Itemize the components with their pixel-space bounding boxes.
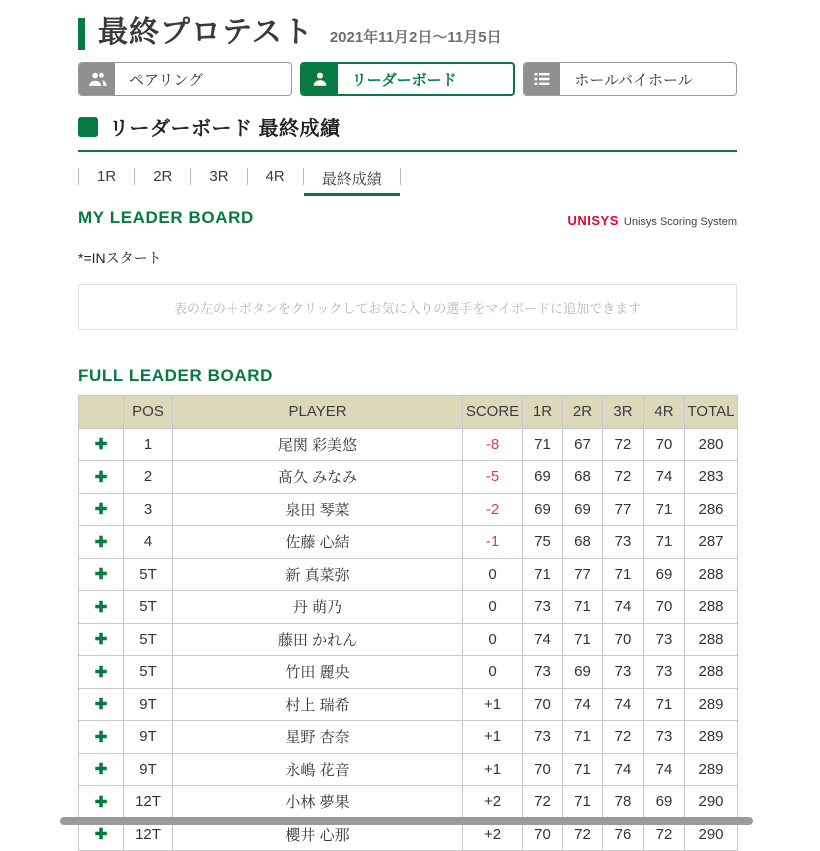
column-header xyxy=(79,396,124,429)
round1-cell: 72 xyxy=(523,786,563,819)
position-cell: 12T xyxy=(124,818,173,851)
round3-cell: 72 xyxy=(603,461,644,494)
round1-cell: 75 xyxy=(523,526,563,559)
main-tabs xyxy=(78,62,737,96)
column-header: 4R xyxy=(644,396,685,429)
score-cell: -5 xyxy=(463,461,523,494)
total-cell: 289 xyxy=(685,753,738,786)
round4-cell: 70 xyxy=(644,591,685,624)
round-tab-5[interactable]: 最終成績 xyxy=(304,163,400,196)
round4-cell: 71 xyxy=(644,493,685,526)
round4-cell: 71 xyxy=(644,688,685,721)
round2-cell: 68 xyxy=(563,461,603,494)
horizontal-scrollbar[interactable] xyxy=(60,817,753,825)
score-cell: +2 xyxy=(463,818,523,851)
total-cell: 286 xyxy=(685,493,738,526)
leaderboard-table xyxy=(78,395,738,851)
table-header-row xyxy=(79,396,738,429)
title-accent-bar xyxy=(78,18,85,50)
round1-cell: 70 xyxy=(523,688,563,721)
player-row xyxy=(79,786,738,819)
scoring-system-label: Unisys Scoring System xyxy=(623,216,737,228)
add-favorite-plus-icon[interactable]: ✚ xyxy=(79,818,124,851)
score-cell: +2 xyxy=(463,786,523,819)
player-row xyxy=(79,688,738,721)
add-favorite-plus-icon[interactable]: ✚ xyxy=(79,753,124,786)
player-row xyxy=(79,656,738,689)
position-cell: 2 xyxy=(124,461,173,494)
add-favorite-plus-icon[interactable]: ✚ xyxy=(79,461,124,494)
round1-cell: 73 xyxy=(523,591,563,624)
total-cell: 290 xyxy=(685,818,738,851)
round4-cell: 72 xyxy=(644,818,685,851)
round2-cell: 72 xyxy=(563,818,603,851)
round3-cell: 74 xyxy=(603,688,644,721)
round4-cell: 71 xyxy=(644,526,685,559)
position-cell: 1 xyxy=(124,428,173,461)
round4-cell: 69 xyxy=(644,558,685,591)
player-row xyxy=(79,623,738,656)
add-favorite-plus-icon[interactable]: ✚ xyxy=(79,656,124,689)
position-cell: 5T xyxy=(124,656,173,689)
player-row xyxy=(79,558,738,591)
tab-hole-by-hole[interactable] xyxy=(523,62,737,96)
round3-cell: 76 xyxy=(603,818,644,851)
round2-cell: 71 xyxy=(563,591,603,624)
score-cell: +1 xyxy=(463,753,523,786)
my-board-header-row xyxy=(78,208,737,228)
hole-by-hole-icon xyxy=(524,63,560,95)
player-name-cell: 泉田 琴菜 xyxy=(173,493,463,526)
tab-pairing[interactable] xyxy=(78,62,292,96)
position-cell: 9T xyxy=(124,688,173,721)
round2-cell: 71 xyxy=(563,623,603,656)
column-header: POS xyxy=(124,396,173,429)
position-cell: 12T xyxy=(124,786,173,819)
in-start-note: *=INスタート xyxy=(78,250,162,266)
position-cell: 4 xyxy=(124,526,173,559)
round2-cell: 67 xyxy=(563,428,603,461)
total-cell: 288 xyxy=(685,558,738,591)
player-name-cell: 丹 萌乃 xyxy=(173,591,463,624)
add-favorite-plus-icon[interactable]: ✚ xyxy=(79,428,124,461)
round4-cell: 74 xyxy=(644,461,685,494)
add-favorite-plus-icon[interactable]: ✚ xyxy=(79,623,124,656)
page-title: 最終プロテスト xyxy=(98,16,314,49)
add-favorite-plus-icon[interactable]: ✚ xyxy=(79,558,124,591)
round-tab-1[interactable]: 1R xyxy=(97,167,117,185)
section-title: リーダーボード 最終成績 xyxy=(109,118,341,140)
player-name-cell: 新 真菜弥 xyxy=(173,558,463,591)
tab-label: リーダーボード xyxy=(351,71,457,89)
tab-separator xyxy=(400,168,401,185)
page-header xyxy=(78,16,737,50)
round3-cell: 72 xyxy=(603,721,644,754)
add-favorite-plus-icon[interactable]: ✚ xyxy=(79,786,124,819)
round1-cell: 69 xyxy=(523,461,563,494)
round1-cell: 70 xyxy=(523,818,563,851)
player-name-cell: 髙久 みなみ xyxy=(173,461,463,494)
round3-cell: 71 xyxy=(603,558,644,591)
player-row xyxy=(79,721,738,754)
player-name-cell: 星野 杏奈 xyxy=(173,721,463,754)
column-header: TOTAL xyxy=(685,396,738,429)
score-cell: 0 xyxy=(463,591,523,624)
round1-cell: 71 xyxy=(523,558,563,591)
total-cell: 280 xyxy=(685,428,738,461)
round-tab-3[interactable]: 3R xyxy=(209,167,229,185)
round-tab-4[interactable]: 4R xyxy=(265,167,285,185)
round-tab-2[interactable]: 2R xyxy=(153,167,173,185)
round1-cell: 74 xyxy=(523,623,563,656)
player-row xyxy=(79,493,738,526)
round3-cell: 74 xyxy=(603,753,644,786)
round3-cell: 73 xyxy=(603,526,644,559)
column-header: 2R xyxy=(563,396,603,429)
round1-cell: 69 xyxy=(523,493,563,526)
player-name-cell: 櫻井 心那 xyxy=(173,818,463,851)
section-marker-icon xyxy=(78,117,98,137)
player-row xyxy=(79,753,738,786)
add-favorite-plus-icon[interactable]: ✚ xyxy=(79,591,124,624)
player-name-cell: 小林 夢果 xyxy=(173,786,463,819)
round2-cell: 71 xyxy=(563,753,603,786)
round3-cell: 74 xyxy=(603,591,644,624)
player-name-cell: 村上 瑞希 xyxy=(173,688,463,721)
person-icon xyxy=(302,64,338,94)
position-cell: 9T xyxy=(124,753,173,786)
score-cell: 0 xyxy=(463,558,523,591)
score-cell: -1 xyxy=(463,526,523,559)
player-row xyxy=(79,526,738,559)
round4-cell: 73 xyxy=(644,623,685,656)
column-header: PLAYER xyxy=(173,396,463,429)
round2-cell: 69 xyxy=(563,656,603,689)
round4-cell: 69 xyxy=(644,786,685,819)
column-header: 1R xyxy=(523,396,563,429)
round3-cell: 77 xyxy=(603,493,644,526)
score-cell: +1 xyxy=(463,721,523,754)
total-cell: 288 xyxy=(685,623,738,656)
pairing-icon xyxy=(79,63,115,95)
score-cell: -2 xyxy=(463,493,523,526)
add-favorite-plus-icon[interactable]: ✚ xyxy=(79,721,124,754)
content-frame xyxy=(78,0,737,851)
position-cell: 5T xyxy=(124,591,173,624)
round4-cell: 70 xyxy=(644,428,685,461)
full-leader-board-heading: FULL LEADER BOARD xyxy=(78,366,273,385)
total-cell: 287 xyxy=(685,526,738,559)
tab-leaderboard[interactable] xyxy=(300,62,516,96)
round-tabs xyxy=(78,160,737,192)
player-name-cell: 佐藤 心結 xyxy=(173,526,463,559)
section-heading xyxy=(78,112,737,152)
total-cell: 289 xyxy=(685,721,738,754)
round1-cell: 71 xyxy=(523,428,563,461)
total-cell: 283 xyxy=(685,461,738,494)
round2-cell: 69 xyxy=(563,493,603,526)
player-row xyxy=(79,591,738,624)
round2-cell: 68 xyxy=(563,526,603,559)
round2-cell: 74 xyxy=(563,688,603,721)
round2-cell: 71 xyxy=(563,786,603,819)
round3-cell: 72 xyxy=(603,428,644,461)
column-header: 3R xyxy=(603,396,644,429)
round2-cell: 71 xyxy=(563,721,603,754)
total-cell: 289 xyxy=(685,688,738,721)
score-cell: 0 xyxy=(463,623,523,656)
position-cell: 9T xyxy=(124,721,173,754)
score-cell: -8 xyxy=(463,428,523,461)
score-cell: 0 xyxy=(463,656,523,689)
column-header: SCORE xyxy=(463,396,523,429)
total-cell: 288 xyxy=(685,591,738,624)
player-name-cell: 尾関 彩美悠 xyxy=(173,428,463,461)
add-favorite-plus-icon[interactable]: ✚ xyxy=(79,526,124,559)
round1-cell: 73 xyxy=(523,721,563,754)
position-cell: 5T xyxy=(124,623,173,656)
round3-cell: 70 xyxy=(603,623,644,656)
round3-cell: 78 xyxy=(603,786,644,819)
tab-label: ペアリング xyxy=(129,71,204,89)
position-cell: 5T xyxy=(124,558,173,591)
round2-cell: 77 xyxy=(563,558,603,591)
player-row xyxy=(79,428,738,461)
position-cell: 3 xyxy=(124,493,173,526)
favorites-notice: 表の左の＋ボタンをクリックしてお気に入りの選手をマイボードに追加できます xyxy=(78,284,737,330)
player-name-cell: 竹田 麗央 xyxy=(173,656,463,689)
event-date: 2021年11月2日～11月5日 xyxy=(329,29,502,46)
player-name-cell: 藤田 かれん xyxy=(173,623,463,656)
player-row xyxy=(79,461,738,494)
add-favorite-plus-icon[interactable]: ✚ xyxy=(79,493,124,526)
round1-cell: 73 xyxy=(523,656,563,689)
add-favorite-plus-icon[interactable]: ✚ xyxy=(79,688,124,721)
tab-label: ホールバイホール xyxy=(574,71,693,89)
round1-cell: 70 xyxy=(523,753,563,786)
player-name-cell: 永嶋 花音 xyxy=(173,753,463,786)
score-cell: +1 xyxy=(463,688,523,721)
my-leader-board-heading: MY LEADER BOARD xyxy=(78,208,254,227)
round4-cell: 73 xyxy=(644,656,685,689)
scoring-system-credit xyxy=(568,213,738,228)
total-cell: 288 xyxy=(685,656,738,689)
round4-cell: 74 xyxy=(644,753,685,786)
round4-cell: 73 xyxy=(644,721,685,754)
total-cell: 290 xyxy=(685,786,738,819)
round3-cell: 73 xyxy=(603,656,644,689)
unisys-logo: UNISYS xyxy=(567,213,619,228)
